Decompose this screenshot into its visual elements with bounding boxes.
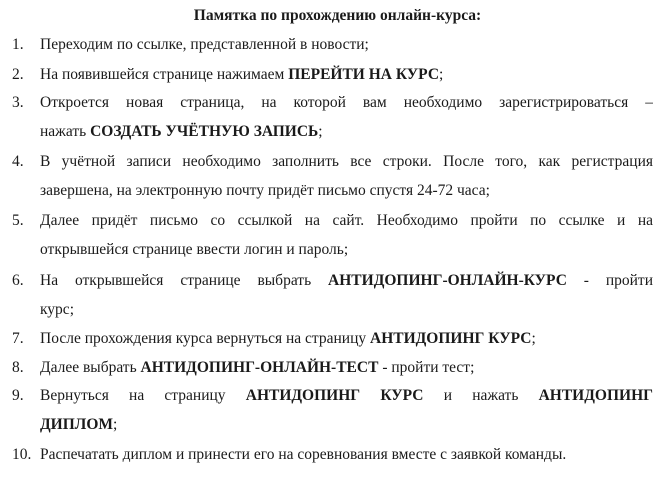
text-run: Откроется новая страница, на которой вам необходимо зарегистрироваться – (40, 94, 653, 111)
text-run: открывшейся странице ввести логин и пароль; (40, 241, 349, 258)
text-run: и нажать (423, 387, 539, 404)
text-line (40, 240, 653, 269)
text-line (40, 65, 653, 85)
text-run: Переходим по ссылке, представленной в новости; (40, 36, 369, 53)
list-item (12, 211, 653, 269)
item-text (40, 358, 653, 378)
bold-term: ДИПЛОМ (40, 416, 114, 433)
text-run: В учётной записи необходимо заполнить все строки. После того, как регистрация (40, 153, 653, 170)
memo-title: Памятка по прохождению онлайн-курса: (193, 7, 482, 24)
text-run: нажать (40, 123, 91, 140)
text-line (40, 329, 653, 349)
list-item (12, 152, 653, 210)
item-text (40, 271, 653, 329)
text-line (40, 300, 653, 329)
list-item (12, 271, 653, 329)
text-run: - пройти тест; (378, 359, 475, 376)
text-line (40, 271, 653, 300)
text-line (40, 35, 653, 55)
text-run: На появившейся странице нажимаем (40, 66, 289, 83)
item-number: 6. (12, 272, 24, 289)
text-run: ; (531, 330, 536, 347)
text-line (40, 181, 653, 210)
text-line (40, 358, 653, 378)
list-item (12, 358, 653, 378)
item-text (40, 386, 653, 444)
text-line (40, 122, 653, 151)
list-item (12, 35, 653, 55)
text-run: Далее придёт письмо со ссылкой на сайт. Необходимо пройти по ссылке и на (40, 212, 653, 229)
text-run: ; (113, 416, 118, 433)
item-number: 3. (12, 94, 24, 111)
item-text (40, 93, 653, 151)
text-run: Вернуться на страницу (40, 387, 246, 404)
text-run: - пройти (566, 272, 653, 289)
bold-term: АНТИДОПИНГ-ОНЛАЙН-ТЕСТ (140, 359, 379, 376)
text-run: На открывшейся странице выбрать (40, 272, 329, 289)
text-line (40, 211, 653, 240)
item-number: 1. (12, 36, 24, 53)
text-line (40, 93, 653, 122)
list-item (12, 329, 653, 349)
item-text (40, 65, 653, 85)
item-text (40, 211, 653, 269)
bold-term: СОЗДАТЬ УЧЁТНУЮ ЗАПИСЬ (90, 123, 319, 140)
bold-term: АНТИДОПИНГ-ОНЛАЙН-КУРС (328, 272, 567, 289)
item-number: 5. (12, 212, 24, 229)
bold-term: АНТИДОПИНГ (538, 387, 653, 404)
text-line (40, 445, 653, 465)
item-text (40, 329, 653, 349)
text-run: завершена, на электронную почту придёт письмо спустя 24-72 часа; (40, 182, 490, 199)
list-item (12, 445, 653, 465)
item-text (40, 152, 653, 210)
item-number: 7. (12, 330, 24, 347)
item-number: 4. (12, 153, 24, 170)
text-line (40, 152, 653, 181)
item-text (40, 445, 653, 465)
text-run: Распечатать диплом и принести его на соревнования вместе с заявкой команды. (40, 446, 567, 463)
bold-term: АНТИДОПИНГ КУРС (370, 330, 532, 347)
text-line (40, 415, 653, 444)
list-item (12, 93, 653, 151)
list-item (12, 65, 653, 85)
text-run: курс; (40, 301, 74, 318)
text-run: ; (318, 123, 323, 140)
text-line (40, 386, 653, 415)
item-number: 8. (12, 359, 24, 376)
text-run: ; (439, 66, 444, 83)
bold-term: ПЕРЕЙТИ НА КУРС (288, 66, 440, 83)
item-text (40, 35, 653, 55)
item-number: 10. (12, 446, 32, 463)
list-item (12, 386, 653, 444)
item-number: 2. (12, 66, 24, 83)
bold-term: АНТИДОПИНГ КУРС (245, 387, 424, 404)
text-run: Далее выбрать (40, 359, 141, 376)
item-number: 9. (12, 387, 24, 404)
text-run: После прохождения курса вернуться на страницу (40, 330, 370, 347)
